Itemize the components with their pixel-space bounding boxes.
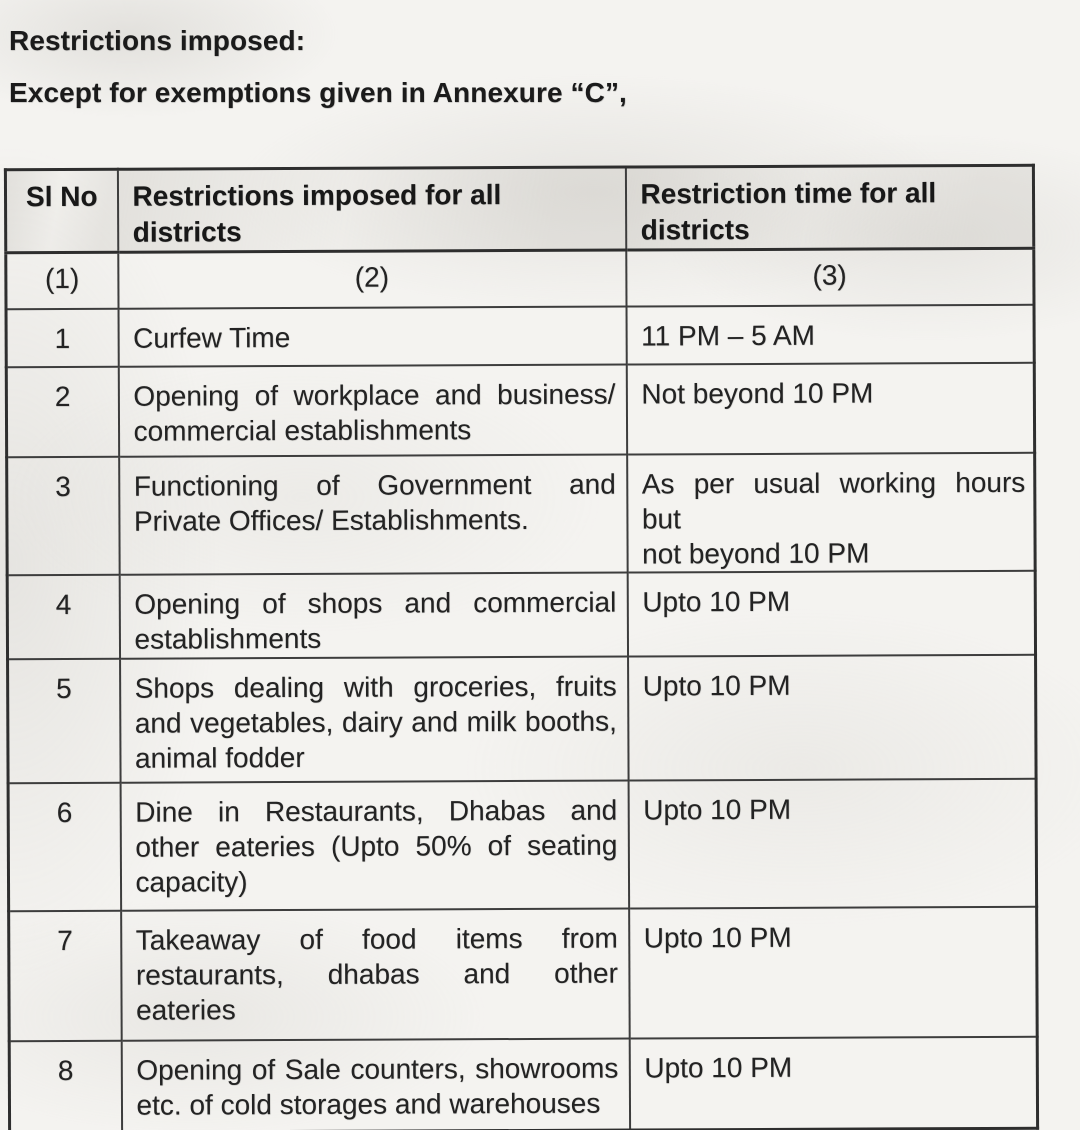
table-row <box>8 654 1037 782</box>
header-cell-sl-no: Sl No <box>5 169 117 252</box>
column-index-1: (1) <box>6 252 118 308</box>
row-sl-no: 2 <box>6 366 118 456</box>
row-restriction-text: Shops dealing with groceries, fruits and vegetables, dairy and milk booths, animal fodder <box>120 656 629 782</box>
table-row <box>6 362 1034 456</box>
header-cell-restriction-time: Restriction time for all districts <box>625 165 1033 250</box>
column-index-3: (3) <box>626 248 1034 306</box>
table-header-row <box>5 165 1033 252</box>
table-row <box>9 1036 1037 1130</box>
row-restriction-time: Upto 10 PM <box>629 906 1038 1038</box>
row-sl-no: 1 <box>6 308 118 366</box>
row-restriction-text: Opening of workplace and business/ commercial establishments <box>118 364 626 456</box>
row-restriction-text: Curfew Time <box>118 306 626 366</box>
row-restriction-text: Dine in Restaurants, Dhabas and other eateries (Upto 50% of seating capacity) <box>120 780 629 910</box>
row-restriction-text: Opening of shops and commercial establishments <box>119 572 627 658</box>
row-restriction-time: As per usual working hours but not beyond 10 PM <box>627 452 1036 572</box>
row-sl-no: 4 <box>7 574 119 658</box>
row-restriction-time: Not beyond 10 PM <box>626 362 1034 454</box>
heading-exemptions-annexure: Except for exemptions given in Annexure “C”, <box>9 77 627 108</box>
row-sl-no: 8 <box>9 1040 121 1130</box>
table-row <box>8 778 1037 910</box>
table-row <box>6 304 1034 366</box>
row-sl-no: 6 <box>8 782 121 910</box>
row-restriction-text: Opening of Sale counters, showrooms etc. of cold storages and warehouses <box>121 1038 629 1130</box>
row-restriction-time: Upto 10 PM <box>628 654 1037 780</box>
row-sl-no: 5 <box>8 658 121 782</box>
column-index-2: (2) <box>118 250 626 308</box>
row-restriction-text: Takeaway of food items from restaurants, dhabas and other eateries <box>121 908 630 1040</box>
row-restriction-time: 11 PM – 5 AM <box>626 304 1034 364</box>
restrictions-table <box>4 164 1039 1130</box>
table-body <box>6 304 1038 1130</box>
row-restriction-time: Upto 10 PM <box>627 570 1035 656</box>
row-restriction-time: Upto 10 PM <box>629 1036 1037 1130</box>
table-row <box>9 906 1038 1040</box>
row-restriction-time: Upto 10 PM <box>628 778 1037 908</box>
row-restriction-text: Functioning of Government and Private Offices/ Establishments. <box>119 454 628 574</box>
row-sl-no: 7 <box>9 910 122 1040</box>
column-index-row <box>6 248 1034 308</box>
row-sl-no: 3 <box>7 456 120 574</box>
table-row <box>7 570 1035 658</box>
table-row <box>7 452 1036 574</box>
heading-restrictions-imposed: Restrictions imposed: <box>9 25 306 56</box>
header-cell-restrictions: Restrictions imposed for all districts <box>117 167 625 252</box>
